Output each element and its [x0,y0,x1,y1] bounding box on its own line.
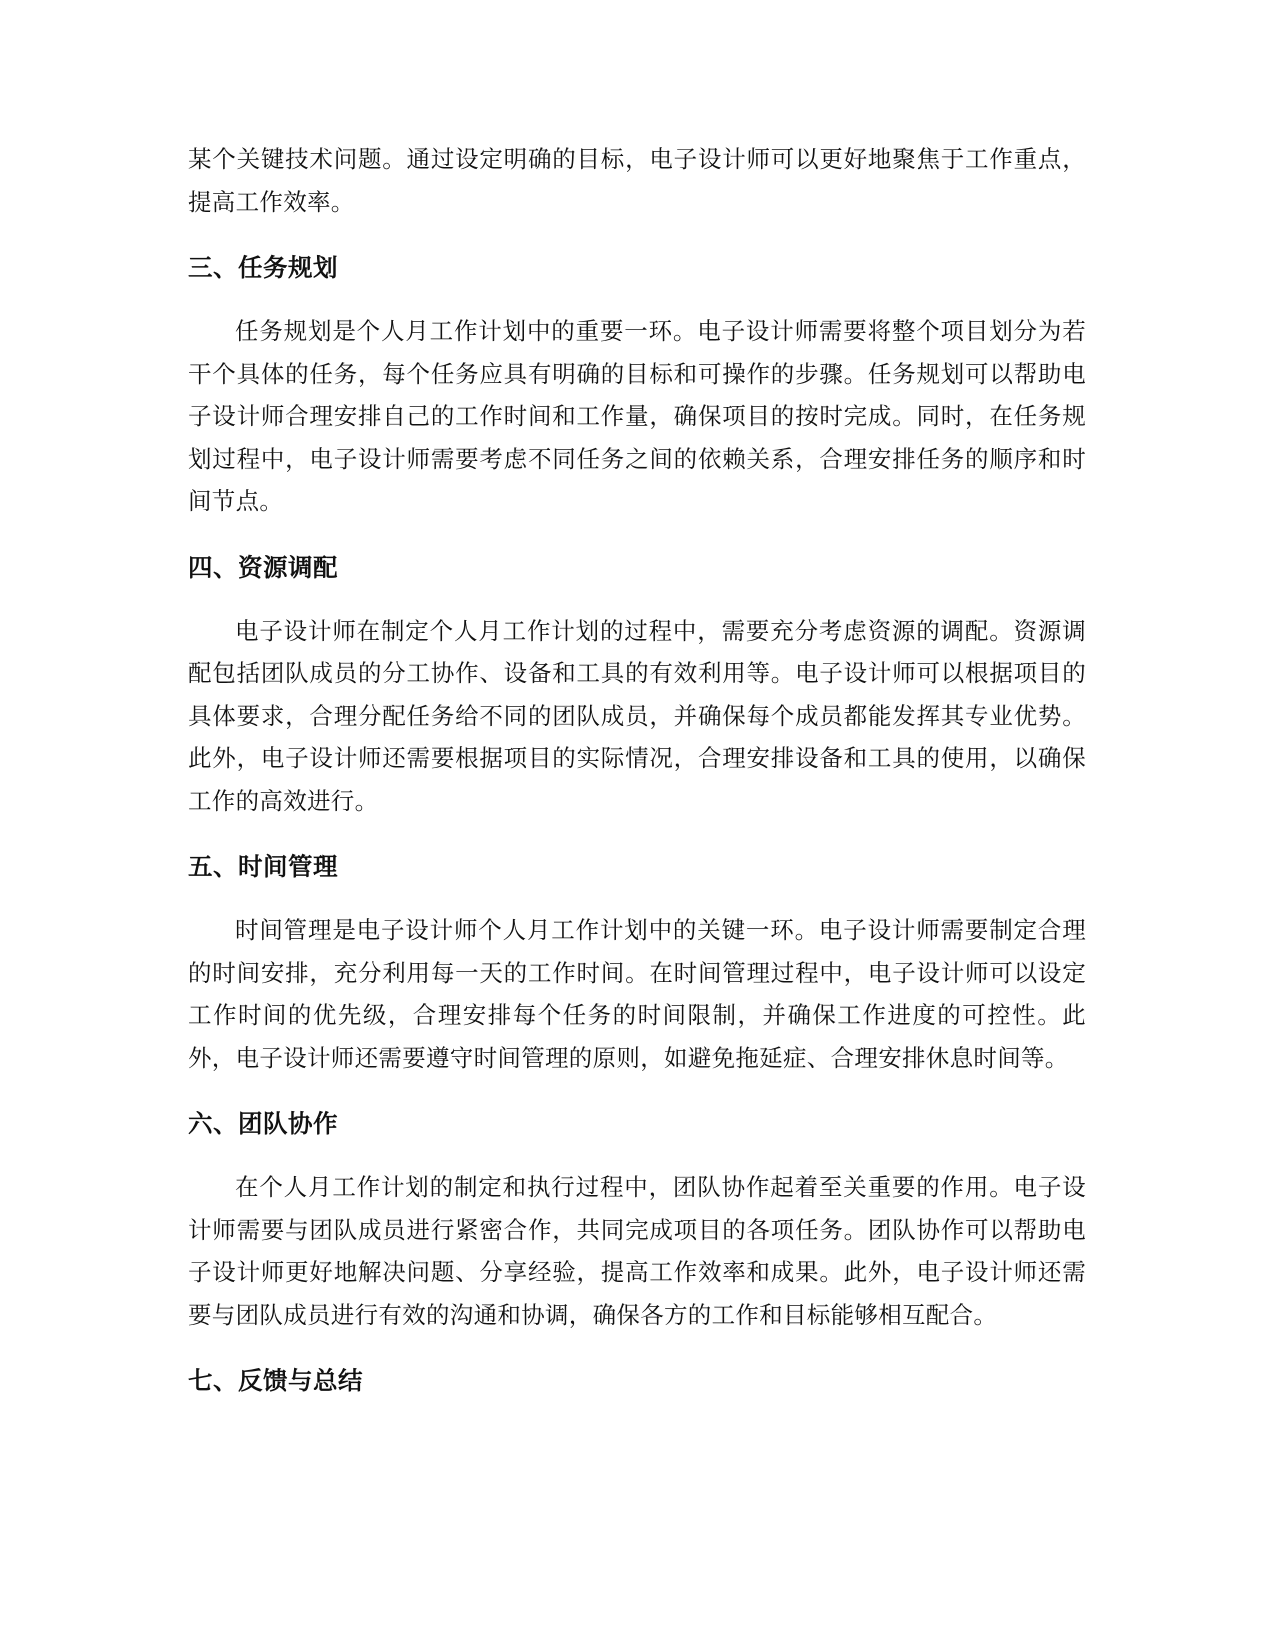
document-body [188,138,1086,1396]
paragraph-task-planning: 任务规划是个人月工作计划中的重要一环。电子设计师需要将整个项目划分为若干个具体的任务，每个任务应具有明确的目标和可操作的步骤。任务规划可以帮助电子设计师合理安排自己的工作时间和工作量，确保项目的按时完成。同时，在任务规划过程中，电子设计师需要考虑不同任务之间的依赖关系，合理安排任务的顺序和时间节点。 [188,317,1086,515]
paragraph-time-management: 时间管理是电子设计师个人月工作计划中的关键一环。电子设计师需要制定合理的时间安排，充分利用每一天的工作时间。在时间管理过程中，电子设计师可以设定工作时间的优先级，合理安排每个任务的时间限制，并确保工作进度的可控性。此外，电子设计师还需要遵守时间管理的原则，如避免拖延症、合理安排休息时间等。 [188,916,1086,1072]
heading-task-planning: 三、任务规划 [188,253,338,282]
heading-time-management: 五、时间管理 [188,852,338,881]
heading-team-collaboration: 六、团队协作 [188,1109,338,1138]
paragraph-resource-allocation: 电子设计师在制定个人月工作计划的过程中，需要充分考虑资源的调配。资源调配包括团队成员的分工协作、设备和工具的有效利用等。电子设计师可以根据项目的具体要求，合理分配任务给不同的团队成员，并确保每个成员都能发挥其专业优势。此外，电子设计师还需要根据项目的实际情况，合理安排设备和工具的使用，以确保工作的高效进行。 [188,616,1086,815]
heading-resource-allocation: 四、资源调配 [188,552,338,582]
heading-feedback-summary: 七、反馈与总结 [188,1366,363,1395]
paragraph-team-collaboration: 在个人月工作计划的制定和执行过程中，团队协作起着至关重要的作用。电子设计师需要与团队成员进行紧密合作，共同完成项目的各项任务。团队协作可以帮助电子设计师更好地解决问题、分享经验，提高工作效率和成果。此外，电子设计师还需要与团队成员进行有效的沟通和协调，确保各方的工作和目标能够相互配合。 [188,1173,1086,1329]
paragraph-goal-continuation: 某个关键技术问题。通过设定明确的目标，电子设计师可以更好地聚焦于工作重点，提高工作效率。 [188,145,1086,216]
